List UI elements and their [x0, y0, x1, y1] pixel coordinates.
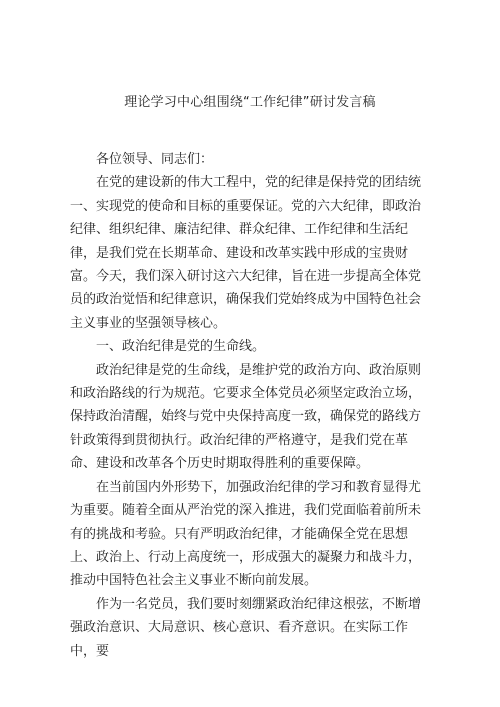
section-heading-political-discipline: 一、政治纪律是党的生命线。: [96, 339, 266, 355]
salutation: 各位领导、同志们：: [96, 152, 214, 167]
section1-paragraph-3: 作为一名党员，我们要时刻绷紧政治纪律这根弦，不断增强政治意识、大局意识、核心意识、看齐意识。在实际工作中，要: [70, 596, 422, 659]
document-body: [70, 148, 432, 663]
intro-paragraph: 在党的建设新的伟大工程中，党的纪律是保持党的团结统一、实现党的使命和目标的重要保证。党的六大纪律，即政治纪律、组织纪律、廉洁纪律、群众纪律、工作纪律和生活纪律，是我们党在长期革命、建设和改革实践中形成的宝贵财富。今天，我们深入研讨这六大纪律，旨在进一步提高全体党员的政治觉悟和纪律意识，确保我们党始终成为中国特色社会主义事业的坚强领导核心。: [70, 175, 422, 331]
section1-paragraph-1: 政治纪律是党的生命线，是维护党的政治方向、政治原则和政治路线的行为规范。它要求全体党员必须坚定政治立场，保持政治清醒，始终与党中央保持高度一致，确保党的路线方针政策得到贯彻执行。政治纪律的严格遵守，是我们党在革命、建设和改革各个历史时期取得胜利的重要保障。: [70, 362, 422, 472]
document-title: 理论学习中心组围绕“工作纪律”研讨发言稿: [124, 95, 376, 110]
section1-paragraph-2: 在当前国内外形势下，加强政治纪律的学习和教育显得尤为重要。随着全面从严治党的深入推进，我们党面临着前所未有的挑战和考验。只有严明政治纪律，才能确保全党在思想上、政治上、行动上高度统一，形成强大的凝聚力和战斗力，推动中国特色社会主义事业不断向前发展。: [70, 479, 422, 589]
